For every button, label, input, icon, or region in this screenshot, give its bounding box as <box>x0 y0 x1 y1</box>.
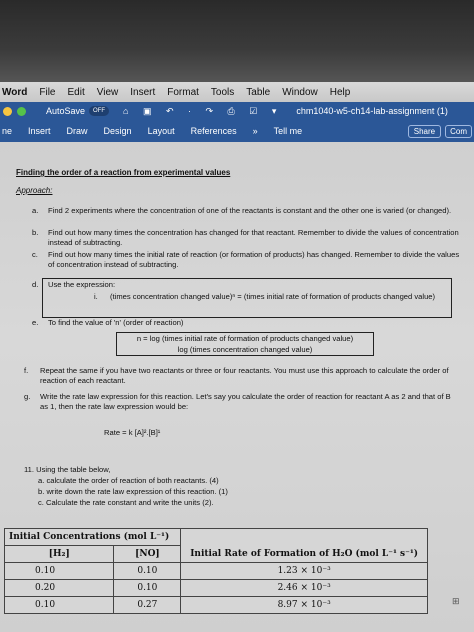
list-text: Find 2 experiments where the concentration of one of the reactants is constant and the other one is varied (or changed). <box>48 206 452 215</box>
menu-file[interactable]: File <box>39 86 56 98</box>
table-header-row <box>5 529 428 546</box>
approach-heading: Approach: <box>16 186 53 195</box>
formula-numerator: n = log (times initial rate of formation of products changed value) <box>136 334 354 343</box>
more-tabs-chevron-icon[interactable]: » <box>252 126 258 136</box>
tab-references[interactable]: References <box>190 126 237 136</box>
list-item-b <box>32 228 462 248</box>
document-heading: Finding the order of a reaction from experimental values <box>16 168 231 177</box>
tab-home[interactable]: ne <box>2 126 13 136</box>
question-title: 11. Using the table below, <box>24 465 111 474</box>
list-item-di <box>94 292 450 314</box>
title-bar <box>0 102 474 120</box>
question-part-b: b. write down the rate law expression of this reaction. (1) <box>38 487 228 496</box>
list-item-c <box>32 250 462 270</box>
list-label: e. <box>32 318 39 327</box>
menu-window[interactable]: Window <box>282 86 318 98</box>
menu-bar <box>0 82 474 102</box>
list-label: a. <box>32 206 39 215</box>
list-text: Repeat the same if you have two reactants or three or four reactants. You must use this approach to calculate the order of reaction of each reactant. <box>40 366 449 385</box>
autosave-label: AutoSave <box>46 106 86 116</box>
cell-h2: 0.20 <box>5 580 114 597</box>
ribbon-tabs <box>0 120 474 142</box>
table-row <box>5 580 428 597</box>
list-label: g. <box>24 392 31 401</box>
question-part-a: a. calculate the order of reaction of both reactants. (4) <box>38 476 219 485</box>
zoom-window-button[interactable] <box>17 107 26 116</box>
list-label: c. <box>32 250 38 259</box>
tab-layout[interactable]: Layout <box>147 126 175 136</box>
menu-edit[interactable]: Edit <box>67 86 85 98</box>
menu-table[interactable]: Table <box>246 86 271 98</box>
cell-no: 0.10 <box>114 563 181 580</box>
cell-h2: 0.10 <box>5 597 114 614</box>
data-table <box>4 528 428 614</box>
autosave-toggle[interactable]: OFF <box>89 106 109 116</box>
header-blank-cell <box>181 529 428 546</box>
document-name: chm1040-w5-ch14-lab-assignment (1) <box>296 106 448 116</box>
share-button[interactable]: Share <box>408 125 441 138</box>
question-part-c: c. Calculate the rate constant and write the units (2). <box>38 498 214 507</box>
list-item-a <box>32 206 462 226</box>
list-text: Use the expression: <box>48 280 116 289</box>
tell-me-search[interactable]: Tell me <box>273 126 303 136</box>
header-rate: Initial Rate of Formation of H₂O (mol L⁻¹ s⁻¹) <box>181 546 428 563</box>
order-formula-box <box>116 332 374 356</box>
question-11 <box>24 464 228 508</box>
minimize-window-button[interactable] <box>3 107 12 116</box>
layout-options-icon[interactable]: ⊞ <box>452 596 460 606</box>
cell-no: 0.10 <box>114 580 181 597</box>
list-item-f <box>24 366 464 386</box>
list-item-g <box>24 392 464 412</box>
table-row <box>5 597 428 614</box>
header-initial-concentrations: Initial Concentrations (mol L⁻¹) <box>5 529 181 546</box>
list-text: Write the rate law expression for this reaction. Let's say you calculate the order of reaction for reactant A as 2 and that of B as 1, then the rate law expression would be: <box>40 392 451 411</box>
header-h2: [H₂] <box>5 546 114 563</box>
table-subheader-row <box>5 546 428 563</box>
list-text: (times concentration changed value)ⁿ = (times initial rate of formation of products changed value) <box>110 292 436 301</box>
header-no: [NO] <box>114 546 181 563</box>
comments-button[interactable]: Com <box>445 125 472 138</box>
menu-help[interactable]: Help <box>329 86 351 98</box>
quick-access-toolbar[interactable]: ⌂ ▣ ↶ · ↷ ⎙ ☑ ▾ <box>123 105 283 116</box>
menu-view[interactable]: View <box>96 86 119 98</box>
rate-law-expression: Rate = k [A]².[B]¹ <box>104 428 161 437</box>
list-text: Find out how many times the concentration has changed for that reactant. Remember to divide the values of concentration instead of subtracting. <box>48 228 459 247</box>
tab-design[interactable]: Design <box>103 126 132 136</box>
list-text: To find the value of 'n' (order of reaction) <box>48 318 184 327</box>
cell-rate: 2.46 × 10⁻³ <box>181 580 428 597</box>
list-text: Find out how many times the initial rate of reaction (or formation of products) has changed. Remember to divide the values of concentration instead of subtracting. <box>48 250 460 269</box>
menu-insert[interactable]: Insert <box>130 86 156 98</box>
tab-draw[interactable]: Draw <box>66 126 88 136</box>
menu-app-word[interactable]: Word <box>2 86 28 98</box>
menu-tools[interactable]: Tools <box>210 86 235 98</box>
cell-rate: 1.23 × 10⁻³ <box>181 563 428 580</box>
document-page[interactable] <box>0 142 474 632</box>
list-label: b. <box>32 228 39 237</box>
menu-format[interactable]: Format <box>167 86 199 98</box>
cell-rate: 8.97 × 10⁻³ <box>181 597 428 614</box>
list-label: i. <box>94 292 98 301</box>
cell-h2: 0.10 <box>5 563 114 580</box>
photo-background <box>0 0 474 82</box>
formula-denominator: log (times concentration changed value) <box>177 345 313 354</box>
cell-no: 0.27 <box>114 597 181 614</box>
list-label: f. <box>24 366 29 375</box>
list-label: d. <box>32 280 39 289</box>
table-row <box>5 563 428 580</box>
tab-insert[interactable]: Insert <box>28 126 51 136</box>
